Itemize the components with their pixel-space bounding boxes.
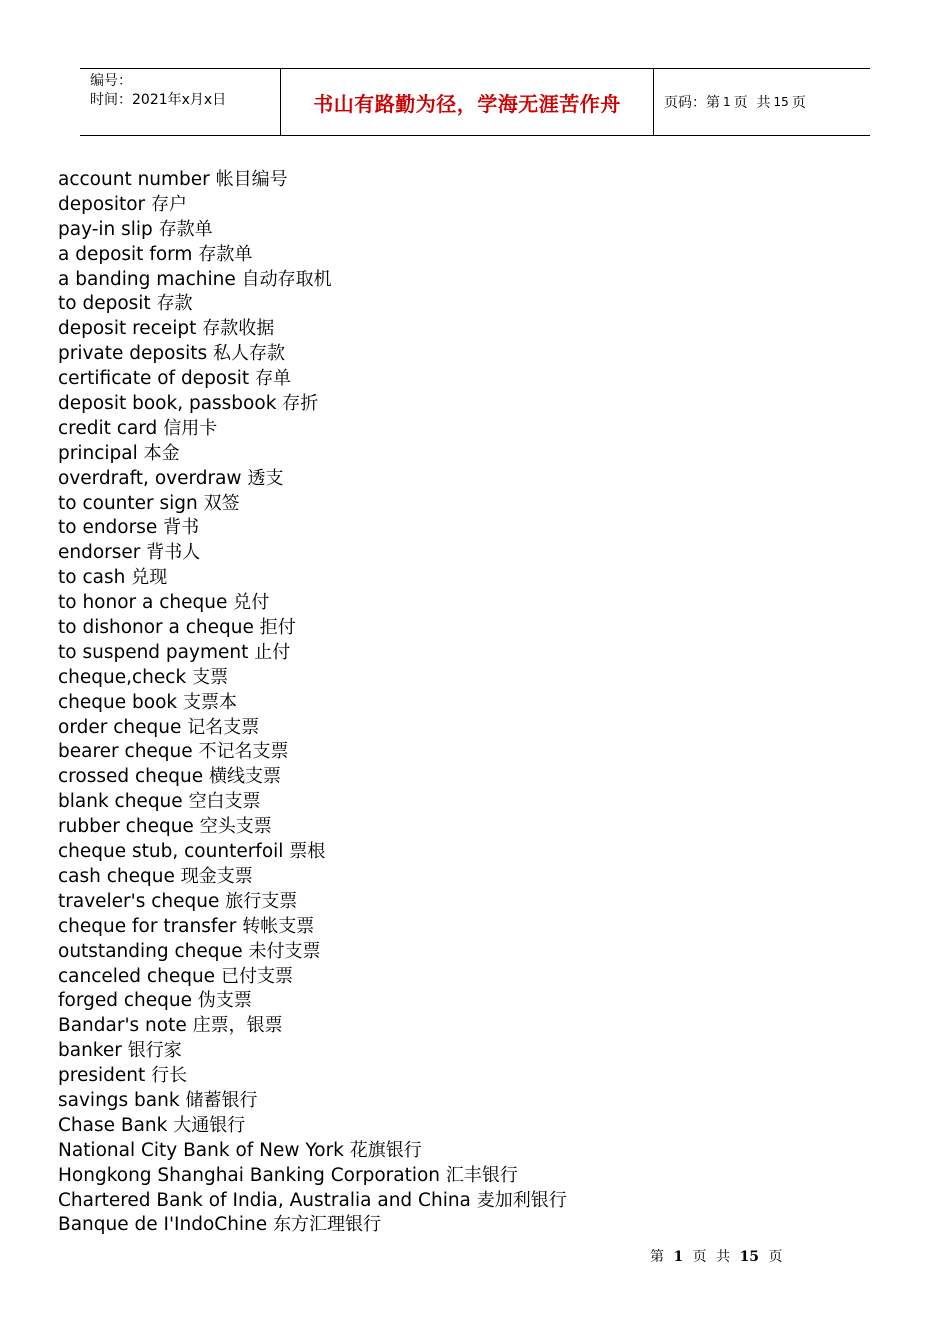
glossary-list [58, 168, 567, 1238]
entry-chinese: 不记名支票 [198, 741, 289, 763]
entry-chinese: 麦加利银行 [476, 1189, 567, 1211]
page-footer [650, 1246, 788, 1266]
glossary-entry [58, 243, 567, 268]
glossary-entry [58, 268, 567, 293]
glossary-entry [58, 367, 567, 392]
footer-page-total: 15 [739, 1249, 760, 1265]
entry-chinese: 已付支票 [220, 965, 293, 987]
entry-chinese: 存款单 [158, 218, 213, 240]
entry-chinese: 存单 [255, 368, 292, 390]
glossary-entry [58, 516, 567, 541]
entry-chinese: 伪支票 [197, 990, 252, 1012]
entry-english: Chartered Bank of India, Australia and China [58, 1189, 471, 1211]
glossary-entry [58, 691, 567, 716]
entry-chinese: 本金 [143, 442, 180, 464]
glossary-entry [58, 218, 567, 243]
glossary-entry [58, 965, 567, 990]
entry-chinese: 空头支票 [199, 816, 272, 838]
entry-chinese: 兑现 [131, 567, 168, 589]
glossary-entry [58, 1139, 567, 1164]
glossary-entry [58, 790, 567, 815]
entry-english: principal [58, 442, 138, 464]
entry-english: account number [58, 169, 210, 190]
glossary-entry [58, 168, 567, 193]
glossary-entry [58, 392, 567, 417]
entry-english: to counter sign [58, 492, 198, 514]
entry-chinese: 存款单 [198, 243, 253, 265]
entry-chinese: 兑付 [233, 592, 270, 614]
entry-english: to dishonor a cheque [58, 617, 254, 639]
entry-english: president [58, 1065, 146, 1087]
entry-english: private deposits [58, 343, 208, 365]
glossary-entry [58, 442, 567, 467]
header-meta [80, 69, 281, 135]
entry-english: cheque for transfer [58, 915, 237, 937]
entry-chinese: 行长 [151, 1065, 188, 1087]
entry-chinese: 存款收据 [202, 318, 275, 340]
entry-english: banker [58, 1040, 122, 1062]
entry-chinese: 自动存取机 [241, 268, 332, 290]
glossary-entry [58, 1114, 567, 1139]
entry-english: cheque,check [58, 666, 187, 688]
entry-english: Chase Bank [58, 1114, 168, 1136]
header-motto: 书山有路勤为径，学海无涯苦作舟 [281, 69, 654, 135]
entry-chinese: 储蓄银行 [185, 1089, 258, 1111]
entry-english: depositor [58, 193, 146, 215]
footer-mid1: 页 [692, 1249, 707, 1265]
header-page-prefix: 页码：第 [664, 95, 720, 111]
glossary-entry [58, 417, 567, 442]
glossary-entry [58, 492, 567, 517]
entry-english: deposit receipt [58, 318, 197, 340]
entry-english: endorser [58, 542, 141, 564]
footer-prefix: 第 [650, 1249, 664, 1265]
entry-english: outstanding cheque [58, 940, 243, 962]
glossary-entry [58, 1164, 567, 1189]
entry-english: Bandar's note [58, 1015, 187, 1037]
entry-chinese: 私人存款 [213, 343, 286, 365]
entry-chinese: 银行家 [127, 1040, 182, 1062]
glossary-entry [58, 616, 567, 641]
header-page-mid: 页 共 [733, 95, 771, 111]
entry-chinese: 支票本 [183, 691, 237, 713]
glossary-entry [58, 989, 567, 1014]
glossary-entry [58, 467, 567, 492]
entry-chinese: 横线支票 [209, 766, 281, 788]
entry-chinese: 庄票，银票 [192, 1015, 283, 1037]
entry-english: rubber cheque [58, 816, 194, 838]
entry-english: crossed cheque [58, 766, 204, 788]
entry-english: to deposit [58, 293, 151, 315]
glossary-entry [58, 890, 567, 915]
entry-english: canceled cheque [58, 965, 216, 987]
glossary-entry [58, 292, 567, 317]
entry-english: order cheque [58, 716, 182, 738]
glossary-entry [58, 193, 567, 218]
header-page-total: 15 [773, 95, 789, 109]
entry-english: overdraft, overdraw [58, 467, 242, 489]
entry-english: credit card [58, 417, 158, 439]
doc-time-label: 时间：2021年x月x日 [90, 92, 227, 108]
glossary-entry [58, 815, 567, 840]
entry-english: cheque stub, counterfoil [58, 841, 284, 863]
entry-english: savings bank [58, 1089, 180, 1111]
entry-chinese: 双签 [203, 492, 240, 514]
entry-chinese: 票根 [289, 841, 326, 863]
entry-english: to honor a cheque [58, 592, 228, 614]
entry-english: certificate of deposit [58, 368, 250, 390]
entry-chinese: 汇丰银行 [445, 1164, 518, 1186]
glossary-entry [58, 1014, 567, 1039]
entry-chinese: 现金支票 [180, 865, 253, 887]
glossary-entry [58, 1189, 567, 1214]
glossary-entry [58, 740, 567, 765]
glossary-entry [58, 591, 567, 616]
entry-chinese: 东方汇理银行 [273, 1214, 382, 1236]
glossary-entry [58, 716, 567, 741]
entry-chinese: 转帐支票 [242, 915, 315, 937]
entry-chinese: 旅行支票 [225, 890, 298, 912]
entry-english: Banque de I'IndoChine [58, 1214, 268, 1236]
entry-english: a banding machine [58, 268, 236, 290]
header-page-info [654, 69, 870, 135]
glossary-entry [58, 342, 567, 367]
glossary-entry [58, 765, 567, 790]
glossary-entry [58, 666, 567, 691]
entry-english: forged cheque [58, 990, 192, 1012]
entry-chinese: 信用卡 [163, 417, 218, 439]
entry-chinese: 帐目编号 [215, 169, 288, 190]
glossary-entry [58, 566, 567, 591]
entry-english: deposit book, passbook [58, 393, 277, 415]
entry-english: to suspend payment [58, 641, 249, 663]
entry-chinese: 拒付 [259, 617, 296, 639]
glossary-entry [58, 1064, 567, 1089]
entry-english: blank cheque [58, 791, 183, 813]
entry-chinese: 未付支票 [248, 940, 321, 962]
glossary-entry [58, 317, 567, 342]
glossary-entry [58, 541, 567, 566]
entry-chinese: 透支 [247, 467, 284, 489]
glossary-entry [58, 915, 567, 940]
entry-chinese: 背书人 [146, 542, 201, 564]
entry-chinese: 存款 [156, 293, 193, 315]
entry-chinese: 背书 [163, 517, 200, 539]
entry-chinese: 大通银行 [173, 1114, 246, 1136]
header-page-suffix: 页 [791, 95, 806, 111]
entry-english: bearer cheque [58, 741, 193, 763]
entry-english: to endorse [58, 517, 158, 539]
entry-english: Hongkong Shanghai Banking Corporation [58, 1164, 441, 1186]
entry-chinese: 存折 [282, 393, 319, 415]
entry-chinese: 花旗银行 [349, 1139, 422, 1161]
page-header [80, 68, 870, 136]
entry-chinese: 止付 [254, 641, 291, 663]
glossary-entry [58, 1039, 567, 1064]
entry-chinese: 支票 [192, 666, 229, 688]
header-page-current: 1 [723, 95, 731, 109]
entry-english: National City Bank of New York [58, 1139, 344, 1161]
footer-mid2: 共 [716, 1249, 731, 1265]
entry-english: to cash [58, 567, 126, 589]
glossary-entry [58, 840, 567, 865]
glossary-entry [58, 1213, 567, 1238]
glossary-entry [58, 641, 567, 666]
entry-english: cash cheque [58, 865, 175, 887]
entry-english: a deposit form [58, 243, 193, 265]
entry-chinese: 记名支票 [187, 716, 260, 738]
entry-english: cheque book [58, 691, 178, 713]
footer-page-current: 1 [673, 1249, 684, 1265]
footer-suffix: 页 [768, 1249, 783, 1265]
glossary-entry [58, 1089, 567, 1114]
glossary-entry [58, 865, 567, 890]
entry-chinese: 存户 [151, 193, 188, 215]
glossary-entry [58, 940, 567, 965]
entry-chinese: 空白支票 [188, 791, 261, 813]
entry-english: pay-in slip [58, 218, 153, 240]
entry-english: traveler's cheque [58, 890, 220, 912]
doc-number-label: 编号： [90, 73, 132, 89]
